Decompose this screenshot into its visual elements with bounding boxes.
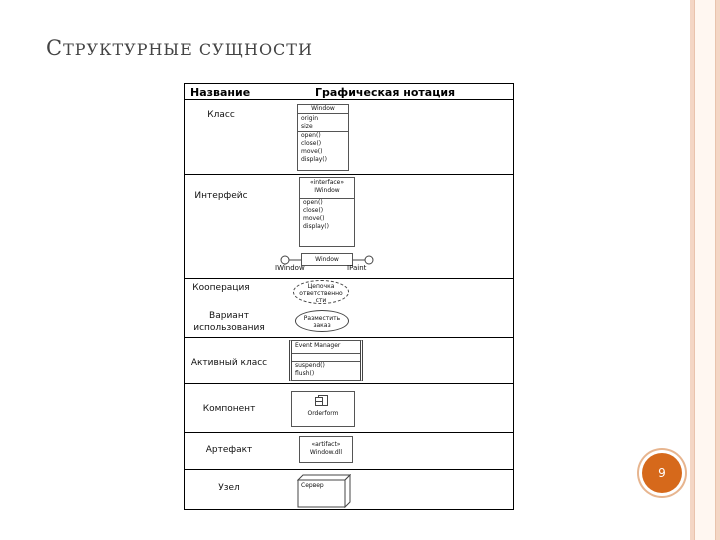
class-op: open()	[301, 132, 321, 139]
page-number-badge: 9	[642, 453, 682, 493]
node-side-face	[345, 475, 350, 507]
artifact-stereotype: «artifact»	[311, 441, 341, 448]
row-label-active-class: Активный класс	[190, 358, 268, 368]
component-icon	[318, 395, 328, 406]
interface-ops	[300, 198, 354, 231]
interface-op: close()	[303, 207, 324, 214]
cooperation-text: сти	[315, 297, 327, 304]
row-label-interface: Интерфейс	[194, 191, 248, 201]
header-name: Название	[190, 86, 251, 99]
interface-box	[299, 177, 355, 247]
interface-stereotype: «interface»	[309, 179, 345, 186]
entities-table	[184, 83, 514, 510]
row-label-usecase	[189, 310, 269, 334]
usecase-ellipse	[295, 310, 349, 332]
provided-interface-circle	[281, 256, 289, 264]
row-divider	[185, 278, 513, 279]
class-attrs	[298, 113, 348, 131]
active-class-ops	[292, 361, 360, 378]
row-divider	[185, 469, 513, 470]
usecase-label-line: Вариант	[209, 311, 249, 321]
class-ops	[298, 131, 348, 164]
class-op: display()	[301, 156, 327, 163]
slide-border-rail-inner	[694, 0, 716, 540]
row-divider	[185, 174, 513, 175]
provided-interface-circle	[365, 256, 373, 264]
title-first-letter: С	[46, 36, 64, 60]
node-name: Сервер	[301, 482, 324, 489]
title-rest: ТРУКТУРНЫЕ СУЩНОСТИ	[63, 40, 313, 59]
row-label-cooperation: Кооперация	[192, 283, 250, 293]
node-cube	[297, 474, 351, 508]
active-class-name: Event Manager	[295, 342, 341, 349]
interface-op: open()	[303, 199, 323, 206]
component-box	[291, 391, 355, 427]
artifact-name: Window.dll	[309, 449, 343, 456]
class-op: move()	[301, 148, 323, 155]
row-divider	[185, 99, 513, 100]
slide-title	[46, 36, 313, 60]
node-top-face	[298, 475, 350, 480]
active-class-op: flush()	[295, 370, 315, 377]
interface-op: display()	[303, 223, 329, 230]
cooperation-ellipse	[293, 280, 349, 304]
row-label-artifact: Артефакт	[205, 445, 253, 455]
lollipop-class-box: Window	[301, 253, 353, 266]
class-op: close()	[301, 140, 322, 147]
interface-name: IWindow	[314, 187, 340, 194]
cooperation-text: Цепочка	[307, 283, 335, 290]
row-divider	[185, 337, 513, 338]
class-name: Window	[311, 105, 335, 112]
row-label-component: Компонент	[202, 404, 256, 414]
row-label-class: Класс	[207, 110, 235, 120]
row-divider	[185, 432, 513, 433]
active-class-op: suspend()	[295, 362, 325, 369]
class-box	[297, 104, 349, 171]
cooperation-text: ответственно	[299, 290, 343, 297]
row-divider	[185, 383, 513, 384]
active-class-attrs	[292, 353, 360, 361]
usecase-text: заказ	[313, 322, 331, 329]
right-interface-label: IPaint	[347, 264, 367, 272]
component-name: Orderform	[307, 410, 339, 417]
interface-op: move()	[303, 215, 325, 222]
usecase-text: Разместить	[303, 315, 341, 322]
artifact-box	[299, 436, 353, 463]
active-class-box	[289, 340, 363, 381]
header-notation: Графическая нотация	[315, 86, 456, 99]
usecase-label-line: использования	[193, 323, 265, 333]
left-interface-label: IWindow	[275, 264, 305, 272]
row-label-node: Узел	[218, 483, 240, 493]
class-attr: origin	[301, 115, 319, 122]
class-attr: size	[301, 123, 313, 130]
